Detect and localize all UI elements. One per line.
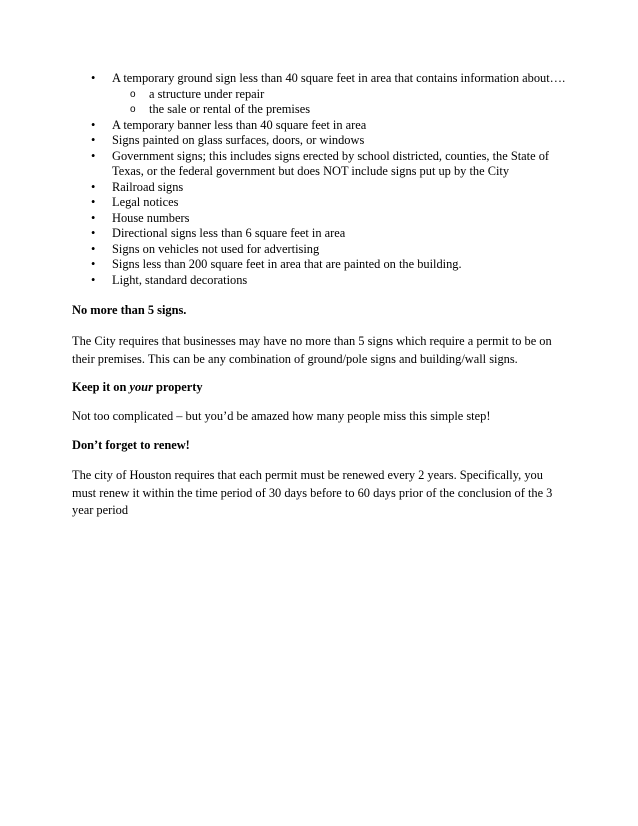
bullet-icon: • <box>91 241 96 256</box>
bullet-icon: • <box>91 226 96 240</box>
list-item <box>72 211 572 227</box>
section-body-keep-on-property: Not too complicated – but you’d be amazed how many people miss this simple step! <box>72 409 491 423</box>
sub-list-item <box>72 102 572 118</box>
list-item <box>72 133 572 149</box>
section-heading-renew: Don’t forget to renew! <box>72 438 190 452</box>
list-item <box>72 257 572 273</box>
bullet-icon: • <box>91 179 96 194</box>
bullet-icon: • <box>91 71 96 85</box>
sub-list-item-text: a structure under repair <box>149 86 265 101</box>
list-item <box>72 195 572 211</box>
list-item-text: Directional signs less than 6 square feet in area <box>112 226 346 240</box>
bullet-icon: • <box>91 210 96 225</box>
bullet-icon: • <box>91 133 96 147</box>
section-body-no-more-signs: The City requires that businesses may have no more than 5 signs which require a permit to be on their premises. This can be any combination of ground/pole signs and building/wall signs. <box>72 334 552 366</box>
list-item-text: Railroad signs <box>112 179 184 194</box>
list-item-text: Signs less than 200 square feet in area that are painted on the building. <box>112 257 462 271</box>
sub-list-item-text: the sale or rental of the premises <box>149 102 311 116</box>
heading-emphasis: your <box>129 380 153 394</box>
bullet-icon: • <box>91 195 96 209</box>
heading-text: property <box>152 380 203 394</box>
circle-bullet-icon: o <box>130 88 136 100</box>
list-item <box>72 226 572 242</box>
list-item <box>72 242 572 258</box>
list-item-text: A temporary ground sign less than 40 square feet in area that contains information about…. <box>112 71 566 85</box>
list-item-text: A temporary banner less than 40 square feet in area <box>112 117 367 132</box>
list-item <box>72 273 572 289</box>
list-item-text: Signs painted on glass surfaces, doors, or windows <box>112 133 365 147</box>
bullet-icon: • <box>91 272 96 287</box>
bullet-icon: • <box>91 117 96 132</box>
list-item-text: Light, standard decorations <box>112 272 248 287</box>
section-heading-keep-on-property <box>72 380 568 396</box>
list-item-text: Signs on vehicles not used for advertising <box>112 241 320 256</box>
list-item-text: Legal notices <box>112 195 179 209</box>
exempt-signs-list <box>72 71 572 288</box>
bullet-icon: • <box>91 148 96 163</box>
list-item <box>72 118 572 134</box>
bullet-icon: • <box>91 257 96 271</box>
list-item-text: House numbers <box>112 210 190 225</box>
list-item <box>72 71 572 87</box>
list-item-text: Government signs; this includes signs erected by school districted, counties, the State of Texas, or the federal government but does NOT include signs put up by the City <box>112 148 550 178</box>
section-heading-no-more-signs: No more than 5 signs. <box>72 303 187 317</box>
heading-text: Keep it on <box>72 380 130 394</box>
section-body-renew: The city of Houston requires that each permit must be renewed every 2 years. Specifically, you must renew it within the time period of 30 days before to 60 days prior of the conclusion of the 3 year period <box>72 468 553 517</box>
list-item <box>72 149 572 180</box>
circle-bullet-icon: o <box>130 104 136 115</box>
list-item <box>72 180 572 196</box>
sub-list-item <box>72 87 572 103</box>
